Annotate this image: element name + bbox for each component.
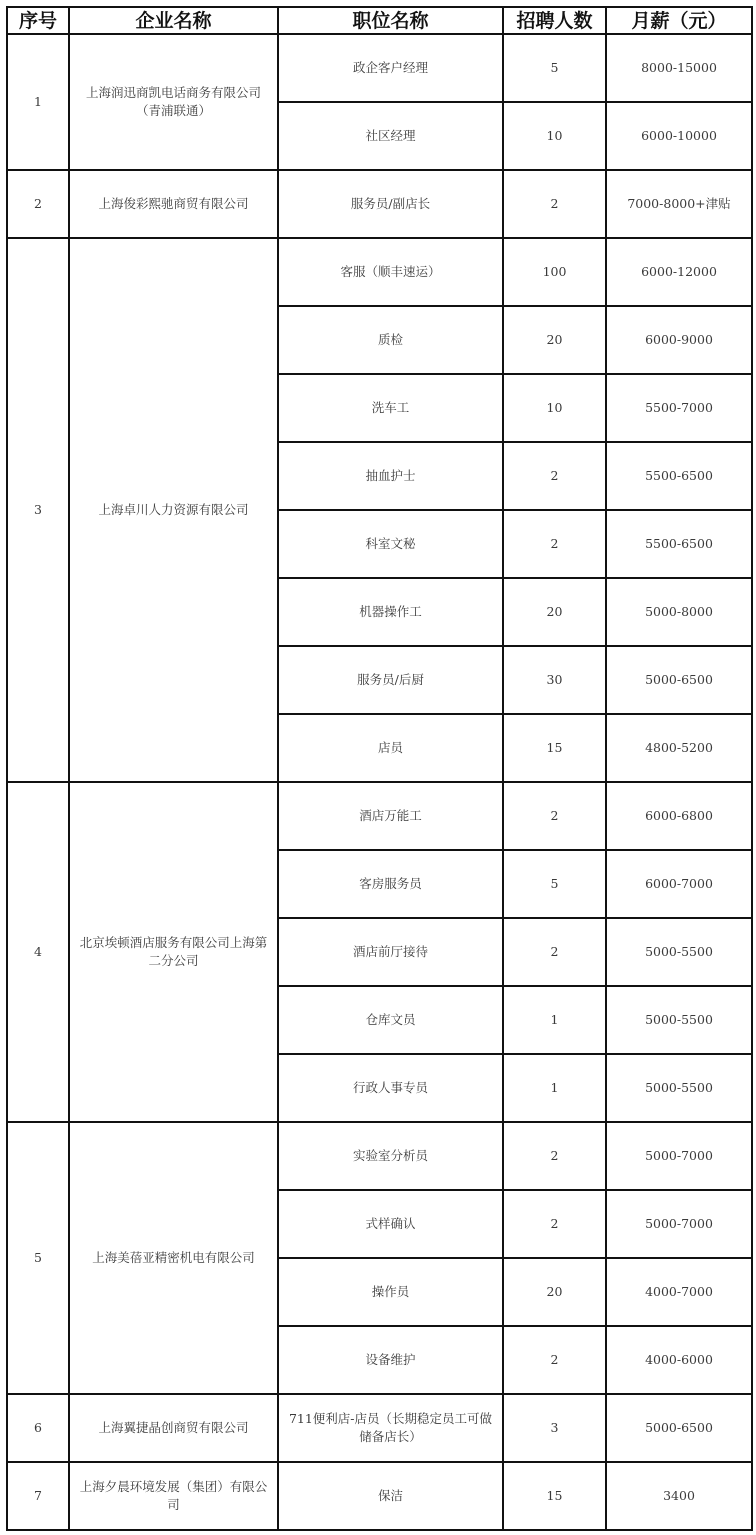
cell-salary: 4800-5200 bbox=[606, 714, 752, 782]
cell-count: 10 bbox=[503, 374, 606, 442]
table-row bbox=[7, 238, 752, 306]
cell-position: 服务员/副店长 bbox=[278, 170, 503, 238]
cell-salary: 3400 bbox=[606, 1462, 752, 1530]
cell-count: 2 bbox=[503, 442, 606, 510]
cell-position: 保洁 bbox=[278, 1462, 503, 1530]
cell-salary: 4000-6000 bbox=[606, 1326, 752, 1394]
table-row bbox=[7, 170, 752, 238]
cell-count: 1 bbox=[503, 1054, 606, 1122]
cell-number: 1 bbox=[7, 34, 69, 170]
cell-count: 3 bbox=[503, 1394, 606, 1462]
cell-number: 4 bbox=[7, 782, 69, 1122]
cell-salary: 5000-7000 bbox=[606, 1190, 752, 1258]
cell-number: 3 bbox=[7, 238, 69, 782]
cell-position: 政企客户经理 bbox=[278, 34, 503, 102]
cell-salary: 5000-6500 bbox=[606, 646, 752, 714]
cell-position: 设备维护 bbox=[278, 1326, 503, 1394]
cell-salary: 5500-6500 bbox=[606, 510, 752, 578]
cell-salary: 7000-8000+津贴 bbox=[606, 170, 752, 238]
cell-position: 式样确认 bbox=[278, 1190, 503, 1258]
cell-position: 实验室分析员 bbox=[278, 1122, 503, 1190]
cell-count: 2 bbox=[503, 782, 606, 850]
cell-position: 酒店前厅接待 bbox=[278, 918, 503, 986]
cell-position: 社区经理 bbox=[278, 102, 503, 170]
cell-position: 店员 bbox=[278, 714, 503, 782]
cell-salary: 5000-7000 bbox=[606, 1122, 752, 1190]
cell-salary: 6000-9000 bbox=[606, 306, 752, 374]
cell-position: 711便利店-店员（长期稳定员工可做储备店长） bbox=[278, 1394, 503, 1462]
cell-position: 科室文秘 bbox=[278, 510, 503, 578]
cell-position: 客房服务员 bbox=[278, 850, 503, 918]
cell-count: 30 bbox=[503, 646, 606, 714]
cell-count: 2 bbox=[503, 1122, 606, 1190]
header-salary: 月薪（元） bbox=[606, 7, 752, 34]
cell-number: 2 bbox=[7, 170, 69, 238]
cell-number: 5 bbox=[7, 1122, 69, 1394]
cell-count: 2 bbox=[503, 918, 606, 986]
cell-count: 15 bbox=[503, 714, 606, 782]
cell-company: 上海夕晨环境发展（集团）有限公司 bbox=[69, 1462, 278, 1530]
cell-position: 行政人事专员 bbox=[278, 1054, 503, 1122]
cell-salary: 5500-7000 bbox=[606, 374, 752, 442]
cell-count: 5 bbox=[503, 850, 606, 918]
cell-company: 北京埃顿酒店服务有限公司上海第二分公司 bbox=[69, 782, 278, 1122]
cell-position: 酒店万能工 bbox=[278, 782, 503, 850]
cell-salary: 5000-5500 bbox=[606, 986, 752, 1054]
table-row bbox=[7, 34, 752, 102]
cell-count: 2 bbox=[503, 1326, 606, 1394]
cell-count: 20 bbox=[503, 578, 606, 646]
table-row bbox=[7, 1394, 752, 1462]
cell-salary: 5500-6500 bbox=[606, 442, 752, 510]
cell-salary: 5000-6500 bbox=[606, 1394, 752, 1462]
cell-salary: 6000-6800 bbox=[606, 782, 752, 850]
header-row bbox=[7, 7, 752, 34]
cell-count: 2 bbox=[503, 510, 606, 578]
cell-company: 上海润迅商凯电话商务有限公司（青浦联通） bbox=[69, 34, 278, 170]
cell-position: 质检 bbox=[278, 306, 503, 374]
cell-position: 机器操作工 bbox=[278, 578, 503, 646]
cell-salary: 5000-5500 bbox=[606, 1054, 752, 1122]
cell-company: 上海俊彩熙驰商贸有限公司 bbox=[69, 170, 278, 238]
cell-position: 洗车工 bbox=[278, 374, 503, 442]
cell-salary: 4000-7000 bbox=[606, 1258, 752, 1326]
cell-count: 20 bbox=[503, 306, 606, 374]
cell-count: 15 bbox=[503, 1462, 606, 1530]
cell-company: 上海翼捷晶创商贸有限公司 bbox=[69, 1394, 278, 1462]
table-body bbox=[7, 34, 752, 1530]
cell-salary: 6000-12000 bbox=[606, 238, 752, 306]
cell-count: 2 bbox=[503, 170, 606, 238]
cell-count: 2 bbox=[503, 1190, 606, 1258]
cell-count: 100 bbox=[503, 238, 606, 306]
cell-position: 客服（顺丰速运） bbox=[278, 238, 503, 306]
cell-salary: 5000-5500 bbox=[606, 918, 752, 986]
cell-salary: 8000-15000 bbox=[606, 34, 752, 102]
table-row bbox=[7, 782, 752, 850]
job-listings-table bbox=[6, 6, 753, 1531]
table-row bbox=[7, 1122, 752, 1190]
cell-position: 服务员/后厨 bbox=[278, 646, 503, 714]
table-row bbox=[7, 1462, 752, 1530]
cell-count: 10 bbox=[503, 102, 606, 170]
header-count: 招聘人数 bbox=[503, 7, 606, 34]
cell-company: 上海卓川人力资源有限公司 bbox=[69, 238, 278, 782]
cell-salary: 6000-7000 bbox=[606, 850, 752, 918]
header-position: 职位名称 bbox=[278, 7, 503, 34]
cell-count: 5 bbox=[503, 34, 606, 102]
cell-count: 1 bbox=[503, 986, 606, 1054]
cell-salary: 5000-8000 bbox=[606, 578, 752, 646]
cell-count: 20 bbox=[503, 1258, 606, 1326]
cell-position: 抽血护士 bbox=[278, 442, 503, 510]
header-company: 企业名称 bbox=[69, 7, 278, 34]
cell-position: 操作员 bbox=[278, 1258, 503, 1326]
table-header bbox=[7, 7, 752, 34]
cell-company: 上海美蓓亚精密机电有限公司 bbox=[69, 1122, 278, 1394]
cell-position: 仓库文员 bbox=[278, 986, 503, 1054]
cell-number: 7 bbox=[7, 1462, 69, 1530]
cell-number: 6 bbox=[7, 1394, 69, 1462]
header-number: 序号 bbox=[7, 7, 69, 34]
cell-salary: 6000-10000 bbox=[606, 102, 752, 170]
